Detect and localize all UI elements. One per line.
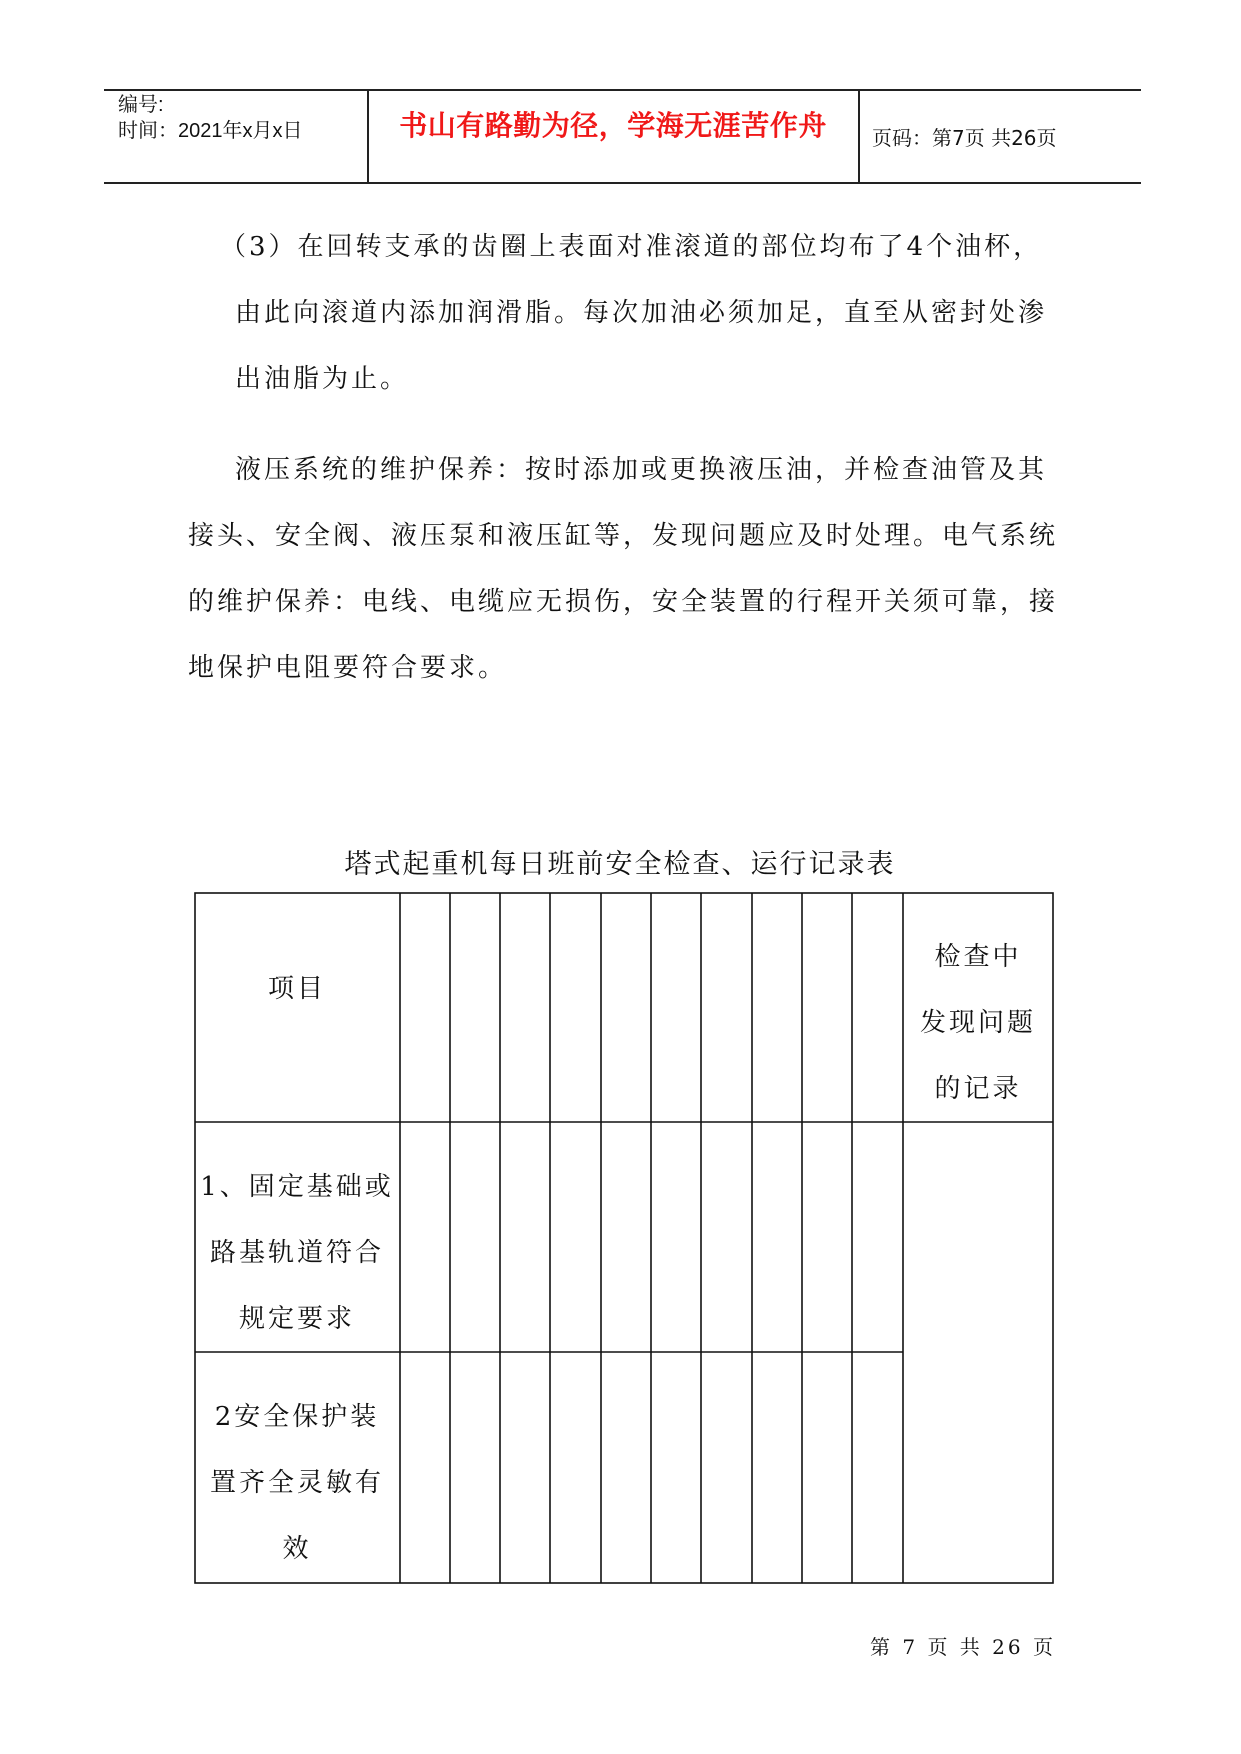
header-divider-right bbox=[858, 89, 860, 184]
header-record-line: 检查中 bbox=[934, 942, 1022, 972]
table-title: 塔式起重机每日班前安全检查、运行记录表 bbox=[344, 849, 896, 880]
header-item: 项目 bbox=[267, 974, 326, 1004]
item-line: 规定要求 bbox=[238, 1304, 355, 1334]
header-divider-left bbox=[367, 89, 369, 184]
header-top-rule bbox=[104, 89, 1141, 91]
header-bottom-rule bbox=[104, 182, 1141, 184]
text-line: 接头、安全阀、液压泵和液压缸等，发现问题应及时处理。电气系统 bbox=[188, 521, 1059, 551]
item-line: 2安全保护装 bbox=[214, 1402, 380, 1432]
footer-page-number: 第 7 页 共 26 页 bbox=[870, 1635, 1056, 1659]
inspection-table bbox=[194, 892, 1056, 1592]
paragraph-maintenance bbox=[188, 437, 1088, 701]
serial-label: 编号: bbox=[118, 94, 164, 116]
text-line: 的维护保养：电线、电缆应无损伤，安全装置的行程开关须可靠，接 bbox=[188, 587, 1059, 617]
header-motto: 书山有路勤为径，学海无涯苦作舟 bbox=[399, 109, 827, 142]
item-line: 1、固定基础或 bbox=[200, 1172, 394, 1202]
text-line: 液压系统的维护保养：按时添加或更换液压油，并检查油管及其 bbox=[235, 455, 1048, 485]
paragraph-lubrication bbox=[188, 214, 1088, 412]
item-line: 效 bbox=[282, 1534, 312, 1564]
table-row-item bbox=[194, 1384, 400, 1582]
header-record bbox=[903, 924, 1053, 1122]
text-line: 出油脂为止。 bbox=[235, 364, 410, 394]
table-row-item bbox=[194, 1154, 400, 1352]
header-meta bbox=[118, 92, 303, 144]
item-line: 路基轨道符合 bbox=[209, 1238, 384, 1268]
text-line: （3）在回转支承的齿圈上表面对准滚道的部位均布了4个油杯， bbox=[220, 232, 1043, 262]
header-record-line: 发现问题 bbox=[919, 1008, 1036, 1038]
text-line: 地保护电阻要符合要求。 bbox=[188, 653, 508, 683]
time-label: 时间：2021年x月x日 bbox=[118, 120, 303, 142]
text-line: 由此向滚道内添加润滑脂。每次加油必须加足，直至从密封处渗 bbox=[235, 298, 1048, 328]
header-page-label: 页码：第7页 共26页 bbox=[872, 126, 1057, 150]
item-line: 置齐全灵敏有 bbox=[209, 1468, 384, 1498]
header-record-line: 的记录 bbox=[934, 1074, 1022, 1104]
